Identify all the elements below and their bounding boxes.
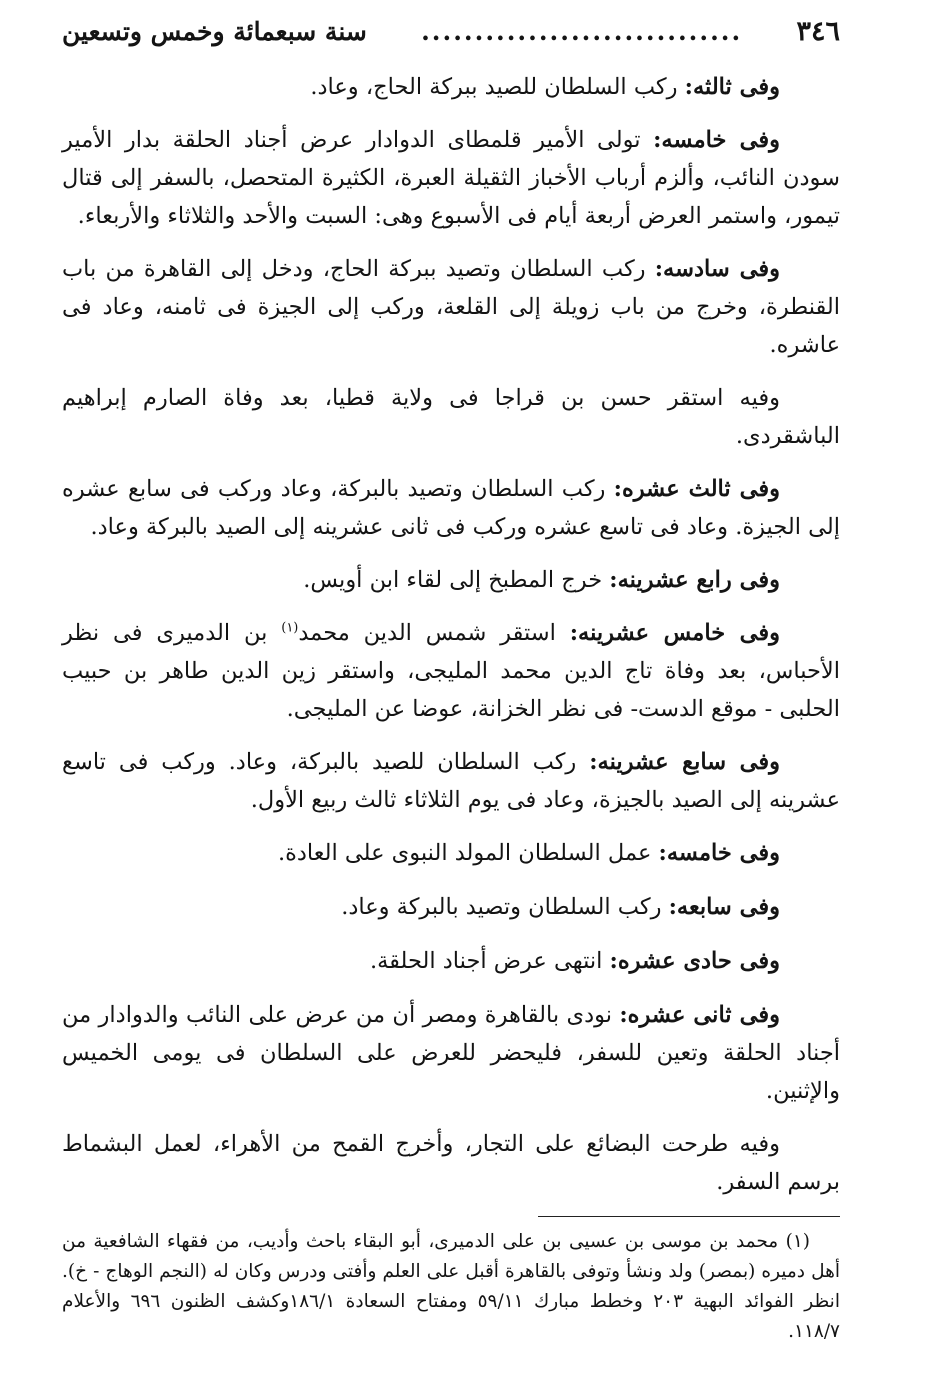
date-label: وفى رابع عشرينه: bbox=[609, 567, 780, 593]
main-text bbox=[62, 68, 840, 1201]
date-label: وفى ثالث عشره: bbox=[613, 476, 780, 502]
paragraph-text-continued: بن الدميرى فى نظر الأحباس، بعد وفاة تاج الدين محمد المليجى، واستقر زين الدين طاهر بن حبيب الحلبى - موقع الدست- فى نظر الخزانة، عوضا عن المليجى. bbox=[62, 620, 840, 722]
paragraph bbox=[62, 743, 840, 819]
paragraph bbox=[62, 942, 840, 980]
paragraph-text: استقر شمس الدين محمد bbox=[298, 620, 570, 646]
paragraph bbox=[62, 834, 840, 872]
paragraph bbox=[62, 379, 840, 455]
paragraph-text: ركب السلطان للصيد بالبركة، وعاد. وركب فى تاسع عشرينه إلى الصيد بالجيزة، وعاد فى يوم الثلاثاء ثالث ربيع الأول. bbox=[62, 749, 840, 813]
paragraph-text: انتهى عرض أجناد الحلقة. bbox=[369, 948, 610, 974]
paragraph bbox=[62, 1125, 840, 1201]
paragraph-text: ركب السلطان وتصيد ببركة الحاج، ودخل إلى القاهرة من باب القنطرة، وخرج من باب زويلة إلى القلعة، وركب إلى الجيزة فى ثامنه، وعاد فى عاشره. bbox=[62, 256, 840, 358]
date-label: وفى حادى عشره: bbox=[609, 948, 780, 974]
date-label: وفى ثانى عشره: bbox=[619, 1002, 780, 1028]
paragraph-text: ركب السلطان وتصيد بالبركة وعاد. bbox=[341, 894, 669, 920]
page-header bbox=[62, 16, 840, 68]
paragraph-text: تولى الأمير قلمطاى الدوادار عرض أجناد الحلقة بدار الأمير سودن النائب، وألزم أرباب الأخباز الثقيلة العبرة، الكثيرة المتحصل، بالسفر إلى قتال تيمور، واستمر العرض أربعة أيام فى الأسبوع وهى: السبت والأحد والثلاثاء والأربعاء. bbox=[62, 127, 840, 229]
paragraph-text: ركب السلطان وتصيد بالبركة، وعاد وركب فى سابع عشره إلى الجيزة. وعاد فى تاسع عشره وركب فى ثانى عشرينه إلى الصيد بالبركة وعاد. bbox=[62, 476, 840, 540]
paragraph bbox=[62, 121, 840, 235]
running-title: سنة سبعمائة وخمس وتسعين bbox=[62, 17, 367, 46]
paragraph bbox=[62, 561, 840, 599]
footnote-reference: (١) bbox=[281, 620, 299, 636]
date-label: وفى سادسه: bbox=[654, 256, 780, 282]
date-label: وفى خامس عشرينه: bbox=[569, 620, 781, 646]
paragraph bbox=[62, 470, 840, 546]
date-label: وفى خامسه: bbox=[658, 840, 780, 866]
date-label: وفى خامسه: bbox=[653, 127, 780, 153]
paragraph-text: عمل السلطان المولد النبوى على العادة. bbox=[277, 840, 659, 866]
date-label: وفى ثالثه: bbox=[684, 74, 780, 100]
header-leader-dots: .............................. bbox=[421, 17, 743, 46]
date-label: وفى سابع عشرينه: bbox=[589, 749, 780, 775]
footnote: (١) محمد بن موسى بن عسيى بن على الدميرى، أبو البقاء باحث وأديب، من فقهاء الشافعية من أهل دميره (بمصر) ولد ونشأ وتوفى بالقاهرة أقبل على العلم وأفتى ودرس وكان له (النجم الوهاج - خ). انظر الفوائد البهية ٢٠٣ وخطط مبارك ٥٩/١١ ومفتاح السعادة ١٨٦/١وكشف الظنون ٦٩٦ والأعلام ١١٨/٧. bbox=[62, 1231, 840, 1342]
book-page bbox=[62, 16, 840, 1356]
page-number: ٣٤٦ bbox=[796, 16, 840, 47]
paragraph bbox=[62, 68, 840, 106]
paragraph bbox=[62, 888, 840, 926]
footnote-divider bbox=[538, 1216, 840, 1217]
paragraph-text: ركب السلطان للصيد ببركة الحاج، وعاد. bbox=[310, 74, 685, 100]
paragraph bbox=[62, 996, 840, 1110]
paragraph-text: وفيه طرحت البضائع على التجار، وأخرج القمح من الأهراء، لعمل البشماط برسم السفر. bbox=[62, 1131, 840, 1195]
paragraph bbox=[62, 250, 840, 364]
paragraph-text: نودى بالقاهرة ومصر أن من عرض على النائب والدوادار من أجناد الحلقة وتعين للسفر، فليحضر للعرض على السلطان فى يومى الخميس والإثنين. bbox=[62, 1002, 840, 1104]
date-label: وفى سابعه: bbox=[668, 894, 780, 920]
paragraph-text: خرج المطبخ إلى لقاء ابن أويس. bbox=[303, 567, 610, 593]
paragraph bbox=[62, 614, 840, 728]
paragraph-text: وفيه استقر حسن بن قراجا فى ولاية قطيا، بعد وفاة الصارم إبراهيم الباشقردى. bbox=[62, 385, 840, 449]
